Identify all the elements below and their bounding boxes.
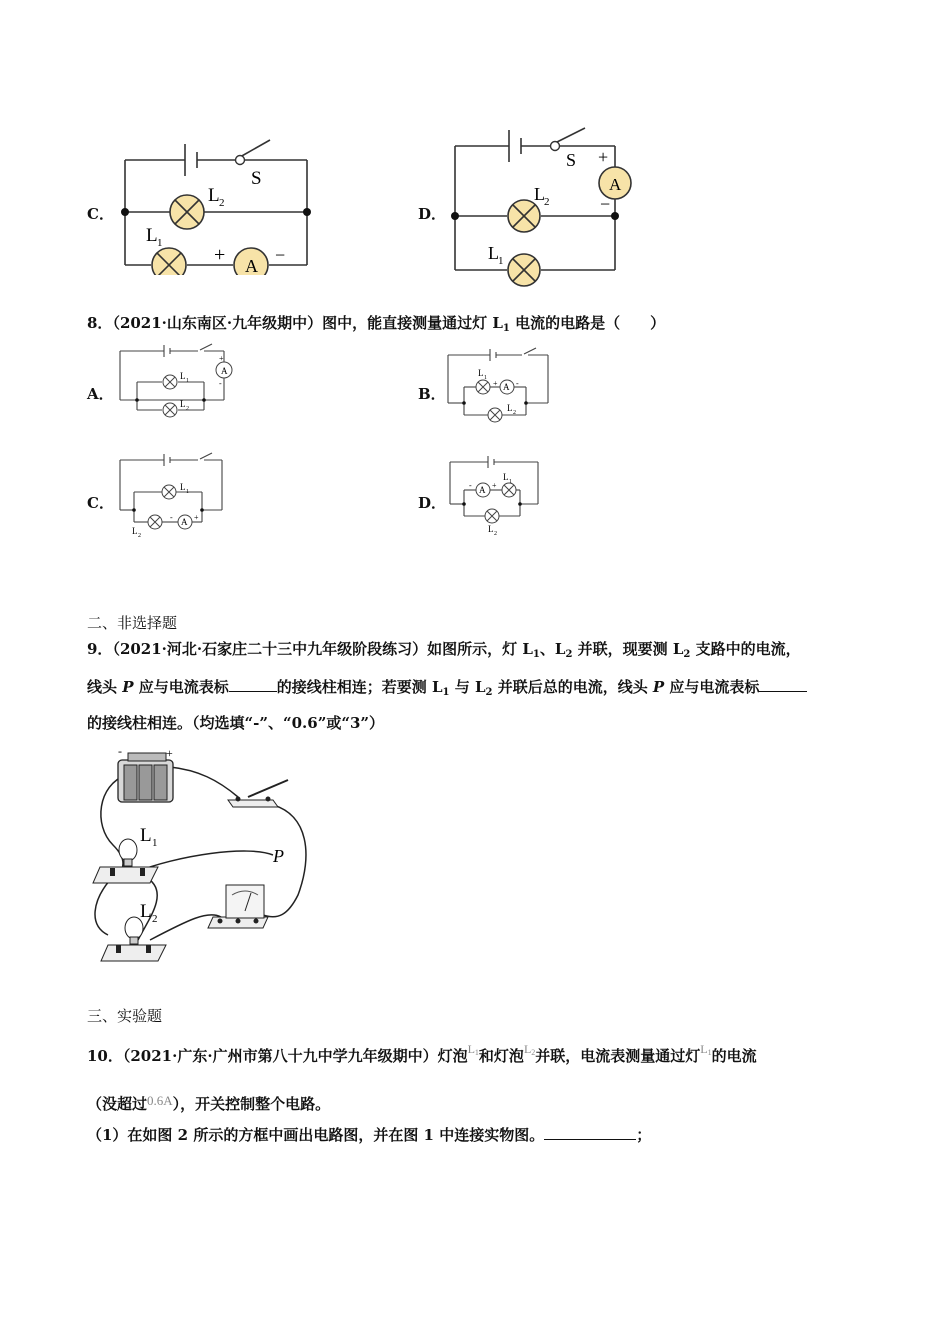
svg-text:2: 2 [152,913,158,925]
question-8: 8．（2021·山东南区·九年级期中）图中，能直接测量通过灯 $L_1$ 电流的电路是（ ） [87,314,666,334]
svg-text:1: 1 [509,479,512,485]
svg-text:1: 1 [157,237,163,249]
svg-text:L: L [507,403,513,413]
svg-text:+: + [492,481,497,490]
svg-text:+: + [493,379,498,388]
svg-text:2: 2 [544,196,550,208]
svg-text:A: A [181,517,188,527]
svg-text:A: A [503,382,510,392]
q8-circuit-b [442,345,557,427]
svg-text:L: L [132,526,138,536]
svg-text:−: − [600,194,611,214]
svg-text:-: - [469,481,472,490]
lamp-l1-icon [152,248,186,275]
svg-text:A: A [221,366,228,376]
q8-option-a-label[interactable]: A． [87,385,114,403]
svg-text:L: L [146,225,158,246]
svg-text:L: L [140,825,152,846]
svg-text:L: L [478,368,484,378]
svg-text:S: S [251,168,262,189]
question-10-line-1: 10．（2021·广东·广州市第八十九中学九年级期中）灯泡$^{L1}$和灯泡$^{L2}$并联，电流表测量通过灯$^{L1}$的电流 [87,1042,757,1065]
option-c-label: C． [87,205,114,223]
svg-text:2: 2 [513,410,516,416]
svg-text:L: L [140,901,152,922]
q8-circuit-d [442,452,552,540]
ammeter-icon [208,885,268,928]
svg-text:+: + [166,746,173,760]
svg-text:−: − [275,245,286,265]
svg-text:1: 1 [152,837,158,849]
svg-text:L: L [503,472,509,482]
q8-circuit-a [112,342,237,424]
svg-text:2: 2 [494,531,497,537]
question-10-part-1: （1）在如图 2 所示的方框中画出电路图，并在图 1 中连接实物图。 ； [87,1126,652,1144]
q8-option-c-label[interactable]: C． [87,494,114,512]
svg-text:L: L [180,482,186,492]
svg-text:1: 1 [186,378,189,384]
svg-text:S: S [566,150,577,170]
switch-icon [228,780,288,807]
svg-text:+: + [219,354,224,363]
question-9-line-3: 的接线柱相连。（均选填“-”、“0.6”或“3”） [87,714,385,732]
svg-text:-: - [516,379,519,388]
q9-physical-circuit-figure [88,745,318,970]
svg-text:A: A [609,175,622,194]
svg-text:1: 1 [484,375,487,381]
q8-option-d-label[interactable]: D． [418,494,447,512]
q8-circuit-c [112,450,232,538]
svg-text:-: - [118,745,122,758]
q8-option-b-label[interactable]: B． [418,385,446,403]
svg-text:2: 2 [138,533,141,538]
svg-text:+: + [598,147,609,167]
svg-text:2: 2 [186,406,189,412]
svg-text:-: - [219,379,222,388]
switch-pivot-icon [236,156,245,165]
svg-text:P: P [273,846,284,866]
svg-text:2: 2 [219,197,225,209]
svg-text:L: L [180,399,186,409]
answer-blank-1[interactable] [229,677,277,692]
lamp-l2-icon [170,195,204,229]
svg-text:1: 1 [498,255,504,267]
svg-text:+: + [194,513,199,522]
battery-icon [118,753,173,802]
section-2-heading: 二、非选择题 [87,614,178,632]
svg-text:A: A [479,485,486,495]
svg-text:L: L [488,524,494,534]
svg-text:1: 1 [186,489,189,495]
answer-blank-2[interactable] [759,677,807,692]
option-d-label: D． [418,205,447,223]
q7-circuit-c [115,130,320,275]
lamp-l2-icon [508,200,540,232]
question-9-line-1: 9．（2021·河北·石家庄二十三中九年级阶段练习）如图所示，灯 $L_1$、$L_2$ 并联，现要测 $L_2$ 支路中的电流， [87,640,801,660]
svg-text:-: - [170,513,173,522]
svg-text:L: L [180,371,186,381]
question-10-line-2: （没超过0.6A），开关控制整个电路。 [87,1093,331,1113]
svg-text:L: L [534,184,545,204]
q7-circuit-d [445,118,635,288]
svg-text:A: A [245,256,258,275]
question-9-line-2: 线头 P 应与电流表标 的接线柱相连；若要测 $L_1$ 与 $L_2$ 并联后总的电流，线头 P 应与电流表标 [87,676,807,698]
svg-text:+: + [214,244,226,266]
svg-text:L: L [208,185,220,206]
svg-text:L: L [488,243,499,263]
answer-blank-3[interactable] [544,1125,636,1140]
section-3-heading: 三、实验题 [87,1007,163,1025]
lamp-l1-icon [508,254,540,286]
